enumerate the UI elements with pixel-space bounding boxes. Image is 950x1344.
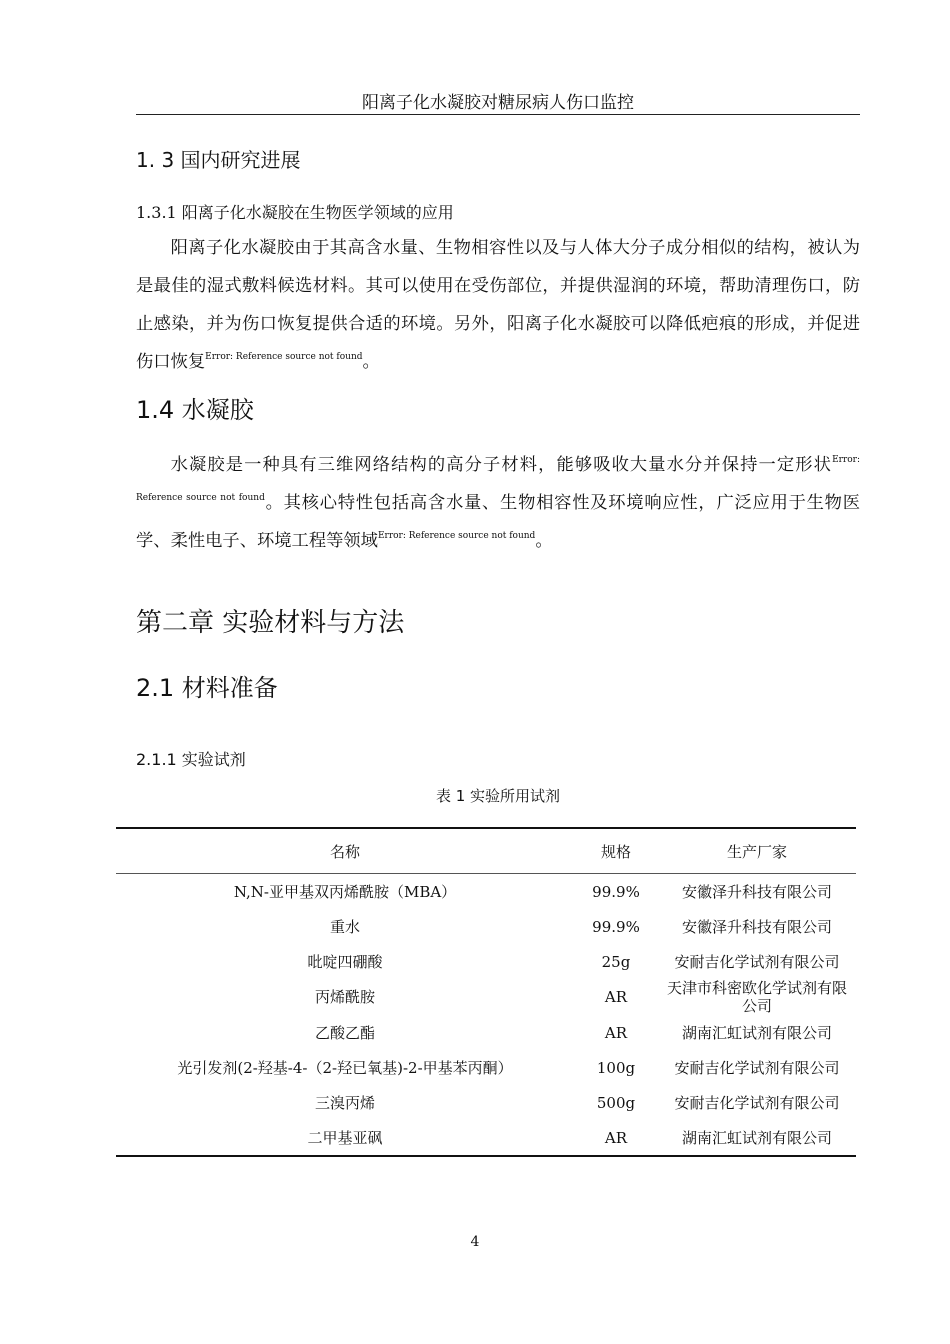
reagent-spec: 25g bbox=[601, 952, 631, 971]
table-row bbox=[116, 1050, 856, 1085]
reagent-spec: 500g bbox=[596, 1093, 636, 1112]
reagent-spec: AR bbox=[604, 1128, 628, 1147]
reagents-table bbox=[116, 827, 856, 1157]
subheading-1-3-1: 1.3.1 阳离子化水凝胶在生物医学领域的应用 bbox=[136, 203, 454, 222]
column-header-spec: 规格 bbox=[600, 842, 631, 861]
heading-2-1: 2.1 材料准备 bbox=[136, 674, 278, 702]
reagent-name: 二甲基亚砜 bbox=[307, 1128, 383, 1147]
reagent-name: 光引发剂(2-羟基-4-（2-羟已氧基)-2-甲基苯丙酮） bbox=[177, 1058, 513, 1077]
reagent-name: 三溴丙烯 bbox=[314, 1093, 375, 1112]
heading-1-3: 1. 3 国内研究进展 bbox=[136, 148, 301, 172]
reagent-manufacturer: 湖南汇虹试剂有限公司 bbox=[681, 1128, 832, 1147]
reagent-spec: 99.9% bbox=[592, 917, 640, 936]
reagent-manufacturer: 安耐吉化学试剂有限公司 bbox=[674, 1093, 840, 1112]
table-row bbox=[116, 1120, 856, 1156]
reagent-name: 重水 bbox=[329, 917, 360, 936]
reagent-spec: AR bbox=[604, 988, 628, 1006]
table-row bbox=[116, 979, 856, 1015]
reagent-spec: 99.9% bbox=[592, 882, 640, 901]
table-row bbox=[116, 909, 856, 944]
header-rule bbox=[136, 114, 860, 115]
reagent-manufacturer: 天津市科密欧化学试剂有限公司 bbox=[666, 979, 847, 1015]
table-row bbox=[116, 1015, 856, 1050]
paragraph-1-4 bbox=[136, 446, 860, 560]
reference-error: Error: Reference source not found bbox=[136, 455, 860, 503]
page-number: 4 bbox=[470, 1234, 480, 1250]
reagent-manufacturer: 安耐吉化学试剂有限公司 bbox=[674, 1058, 840, 1077]
chapter-2-heading: 第二章 实验材料与方法 bbox=[136, 608, 405, 638]
reagent-manufacturer: 安徽泽升科技有限公司 bbox=[681, 917, 832, 936]
heading-1-4: 1.4 水凝胶 bbox=[136, 396, 254, 424]
paragraph-text: 水凝胶是一种具有三维网络结构的高分子材料，能够吸收大量水分并保持一定形状 bbox=[170, 455, 833, 475]
reagent-name: 乙酸乙酯 bbox=[314, 1023, 375, 1042]
reagent-manufacturer: 安耐吉化学试剂有限公司 bbox=[674, 952, 840, 971]
reference-error: Error: Reference source not found bbox=[205, 352, 363, 362]
column-header-name: 名称 bbox=[329, 842, 360, 861]
reagent-manufacturer: 湖南汇虹试剂有限公司 bbox=[681, 1023, 832, 1042]
table-header-row bbox=[116, 828, 856, 874]
table-row bbox=[116, 944, 856, 979]
reagent-spec: 100g bbox=[596, 1058, 636, 1077]
column-header-manufacturer: 生产厂家 bbox=[726, 842, 787, 861]
reagent-name: N,N-亚甲基双丙烯酰胺（MBA） bbox=[233, 882, 457, 901]
table-row bbox=[116, 874, 856, 910]
paragraph-1-3-1 bbox=[136, 229, 860, 381]
table-caption: 表 1 实验所用试剂 bbox=[435, 787, 561, 805]
paragraph-text: 阳离子化水凝胶由于其高含水量、生物相容性以及与人体大分子成分相似的结构，被认为是最佳的湿式敷料候选材料。其可以使用在受伤部位，并提供湿润的环境，帮助清理伤口，防止感染，并为伤口恢复提供合适的环境。另外，阳离子化水凝胶可以降低疤痕的形成，并促进伤口恢复 bbox=[136, 238, 860, 372]
running-header: 阳离子化水凝胶对糖尿病人伤口监控 bbox=[362, 93, 634, 113]
subheading-2-1-1: 2.1.1 实验试剂 bbox=[136, 750, 246, 769]
reagent-name: 丙烯酰胺 bbox=[314, 988, 375, 1006]
reagent-manufacturer: 安徽泽升科技有限公司 bbox=[681, 882, 832, 901]
paragraph-text: 。其核心特性包括高含水量、生物相容性及环境响应性，广泛应用于生物医学、柔性电子、环境工程等领域 bbox=[136, 493, 860, 551]
table-row bbox=[116, 1085, 856, 1120]
reagent-name: 吡啶四硼酸 bbox=[307, 952, 383, 971]
paragraph-end: 。 bbox=[535, 531, 553, 551]
reference-error: Error: Reference source not found bbox=[377, 531, 536, 541]
reagent-spec: AR bbox=[604, 1023, 628, 1042]
paragraph-end: 。 bbox=[362, 352, 380, 372]
